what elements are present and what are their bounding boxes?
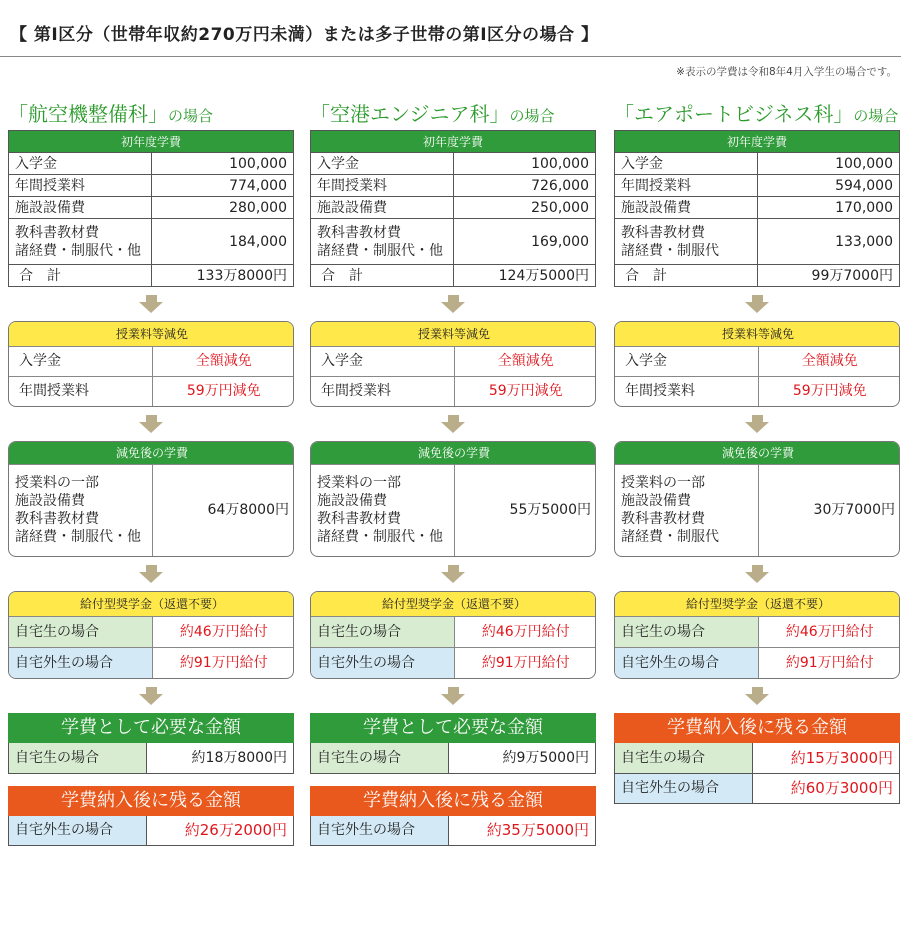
row-value: 全額減免 <box>758 346 900 376</box>
remaining-amount-header: 学費納入後に残る金額 <box>8 786 294 816</box>
down-arrow-icon <box>310 557 596 591</box>
table-row <box>615 647 900 678</box>
after-exemption-box <box>8 441 294 557</box>
table-row <box>9 743 294 773</box>
scholarship-header: 給付型奨学金（返還不要） <box>311 592 596 616</box>
course-title: 「航空機整備科」の場合 <box>8 102 214 126</box>
table-row <box>9 816 294 846</box>
row-value: 59万円減免 <box>454 376 596 406</box>
remaining-amount-table <box>8 816 294 847</box>
row-value: 約91万円給付 <box>758 647 900 678</box>
tuition-header: 初年度学費 <box>9 131 294 153</box>
row-value: 100,000 <box>151 153 294 175</box>
scholarship-header: 給付型奨学金（返還不要） <box>9 592 294 616</box>
row-value: 約9万5000円 <box>449 743 596 773</box>
row-label: 入学金 <box>311 153 454 175</box>
table-row <box>9 197 294 219</box>
total-row <box>615 265 900 287</box>
table-row <box>9 376 294 406</box>
table-row <box>9 219 294 265</box>
table-row <box>311 647 596 678</box>
table-row <box>9 175 294 197</box>
down-arrow-icon <box>8 679 294 713</box>
row-value: 約35万5000円 <box>449 816 596 846</box>
row-value: 184,000 <box>151 219 294 265</box>
row-label: 自宅外生の場合 <box>9 647 152 678</box>
row-label: 施設設備費 <box>9 197 152 219</box>
down-arrow-icon <box>614 407 900 441</box>
down-arrow-icon <box>614 287 900 321</box>
scholarship-header: 給付型奨学金（返還不要） <box>615 592 900 616</box>
tuition-table <box>614 130 900 287</box>
row-value: 約15万3000円 <box>753 743 900 773</box>
row-label: 自宅外生の場合 <box>615 647 758 678</box>
course-title: 「エアポートビジネス科」の場合 <box>614 102 899 126</box>
table-row <box>615 616 900 647</box>
after-exemption-box <box>614 441 900 557</box>
row-label: 入学金 <box>9 153 152 175</box>
row-label: 教科書教材費 諸経費・制服代 <box>615 219 758 265</box>
scholarship-box <box>310 591 596 679</box>
row-value: 約60万3000円 <box>753 773 900 803</box>
table-row <box>615 464 900 556</box>
table-row <box>9 153 294 175</box>
table-row <box>615 219 900 265</box>
row-value: 774,000 <box>151 175 294 197</box>
table-row <box>615 346 900 376</box>
row-label: 入学金 <box>311 346 454 376</box>
after-header: 減免後の学費 <box>311 442 596 464</box>
exemption-box <box>8 321 294 407</box>
row-value: 59万円減免 <box>152 376 294 406</box>
table-row <box>311 816 596 846</box>
row-label: 年間授業料 <box>311 376 454 406</box>
needed-amount-header: 学費として必要な金額 <box>310 713 596 743</box>
row-label: 年間授業料 <box>615 175 758 197</box>
row-label: 自宅生の場合 <box>9 616 152 647</box>
table-row <box>9 647 294 678</box>
row-value: 133,000 <box>757 219 900 265</box>
scholarship-box <box>8 591 294 679</box>
row-value: 100,000 <box>453 153 596 175</box>
total-row <box>311 265 596 287</box>
table-row <box>311 219 596 265</box>
table-row <box>615 153 900 175</box>
tuition-table <box>8 130 294 287</box>
row-label: 年間授業料 <box>9 376 152 406</box>
table-row <box>311 464 596 556</box>
row-value: 全額減免 <box>454 346 596 376</box>
row-label: 自宅生の場合 <box>9 743 147 773</box>
remaining-amount-header: 学費納入後に残る金額 <box>310 786 596 816</box>
total-row <box>9 265 294 287</box>
table-row <box>615 773 900 803</box>
down-arrow-icon <box>614 679 900 713</box>
total-label: 合 計 <box>9 265 152 287</box>
row-label: 施設設備費 <box>311 197 454 219</box>
row-value: 約18万8000円 <box>147 743 294 773</box>
needed-amount-table <box>8 743 294 774</box>
table-row <box>311 153 596 175</box>
down-arrow-icon <box>310 679 596 713</box>
row-value: 280,000 <box>151 197 294 219</box>
row-label: 年間授業料 <box>615 376 758 406</box>
table-row <box>9 346 294 376</box>
down-arrow-icon <box>614 557 900 591</box>
total-label: 合 計 <box>311 265 454 287</box>
table-row <box>615 743 900 773</box>
row-value: 全額減免 <box>152 346 294 376</box>
table-row <box>9 464 294 556</box>
down-arrow-icon <box>8 407 294 441</box>
row-label: 教科書教材費 諸経費・制服代・他 <box>311 219 454 265</box>
remaining-amount-table <box>310 816 596 847</box>
down-arrow-icon <box>310 407 596 441</box>
course-column <box>310 98 596 846</box>
row-value: 726,000 <box>453 175 596 197</box>
exemption-header: 授業料等減免 <box>311 322 596 346</box>
table-row <box>311 616 596 647</box>
total-label: 合 計 <box>615 265 758 287</box>
after-exemption-box <box>310 441 596 557</box>
row-label: 自宅外生の場合 <box>615 773 753 803</box>
row-value: 59万円減免 <box>758 376 900 406</box>
row-label: 教科書教材費 諸経費・制服代・他 <box>9 219 152 265</box>
remaining-amount-table <box>614 743 900 804</box>
needed-amount-table <box>310 743 596 774</box>
row-value: 170,000 <box>757 197 900 219</box>
total-value: 124万5000円 <box>453 265 596 287</box>
row-label: 自宅外生の場合 <box>9 816 147 846</box>
row-value: 30万7000円 <box>758 464 900 556</box>
table-row <box>311 743 596 773</box>
table-row <box>311 376 596 406</box>
table-row <box>311 346 596 376</box>
row-value: 約26万2000円 <box>147 816 294 846</box>
scholarship-box <box>614 591 900 679</box>
row-label: 自宅生の場合 <box>311 743 449 773</box>
row-label: 入学金 <box>9 346 152 376</box>
tuition-table <box>310 130 596 287</box>
exemption-box <box>614 321 900 407</box>
table-row <box>9 616 294 647</box>
after-header: 減免後の学費 <box>9 442 294 464</box>
down-arrow-icon <box>8 287 294 321</box>
exemption-header: 授業料等減免 <box>615 322 900 346</box>
remaining-amount-header: 学費納入後に残る金額 <box>614 713 900 743</box>
table-row <box>615 376 900 406</box>
row-label: 入学金 <box>615 346 758 376</box>
divider <box>0 56 901 57</box>
table-row <box>615 197 900 219</box>
tuition-header: 初年度学費 <box>311 131 596 153</box>
exemption-box <box>310 321 596 407</box>
row-label: 授業料の一部 施設設備費 教科書教材費 諸経費・制服代・他 <box>9 464 152 556</box>
row-value: 100,000 <box>757 153 900 175</box>
exemption-header: 授業料等減免 <box>9 322 294 346</box>
row-label: 自宅生の場合 <box>311 616 454 647</box>
course-column <box>8 98 294 846</box>
total-value: 99万7000円 <box>757 265 900 287</box>
table-row <box>311 175 596 197</box>
row-label: 自宅生の場合 <box>615 616 758 647</box>
row-label: 授業料の一部 施設設備費 教科書教材費 諸経費・制服代 <box>615 464 758 556</box>
needed-amount-header: 学費として必要な金額 <box>8 713 294 743</box>
row-label: 授業料の一部 施設設備費 教科書教材費 諸経費・制服代・他 <box>311 464 454 556</box>
footnote: ※表示の学費は令和8年4月入学生の場合です。 <box>676 66 897 78</box>
row-value: 64万8000円 <box>152 464 294 556</box>
row-value: 55万5000円 <box>454 464 596 556</box>
tuition-header: 初年度学費 <box>615 131 900 153</box>
row-label: 年間授業料 <box>311 175 454 197</box>
row-value: 約46万円給付 <box>454 616 596 647</box>
row-value: 約91万円給付 <box>454 647 596 678</box>
down-arrow-icon <box>8 557 294 591</box>
row-label: 自宅生の場合 <box>615 743 753 773</box>
course-title: 「空港エンジニア科」の場合 <box>310 102 555 126</box>
row-label: 自宅外生の場合 <box>311 816 449 846</box>
row-value: 594,000 <box>757 175 900 197</box>
row-label: 入学金 <box>615 153 758 175</box>
row-label: 年間授業料 <box>9 175 152 197</box>
row-value: 約91万円給付 <box>152 647 294 678</box>
total-value: 133万8000円 <box>151 265 294 287</box>
page-title: 【 第Ⅰ区分（世帯年収約270万円未満）または多子世帯の第Ⅰ区分の場合 】 <box>10 25 599 45</box>
course-column <box>614 98 900 804</box>
down-arrow-icon <box>310 287 596 321</box>
row-value: 169,000 <box>453 219 596 265</box>
after-header: 減免後の学費 <box>615 442 900 464</box>
row-label: 施設設備費 <box>615 197 758 219</box>
table-row <box>311 197 596 219</box>
row-value: 約46万円給付 <box>152 616 294 647</box>
table-row <box>615 175 900 197</box>
row-value: 約46万円給付 <box>758 616 900 647</box>
row-label: 自宅外生の場合 <box>311 647 454 678</box>
row-value: 250,000 <box>453 197 596 219</box>
